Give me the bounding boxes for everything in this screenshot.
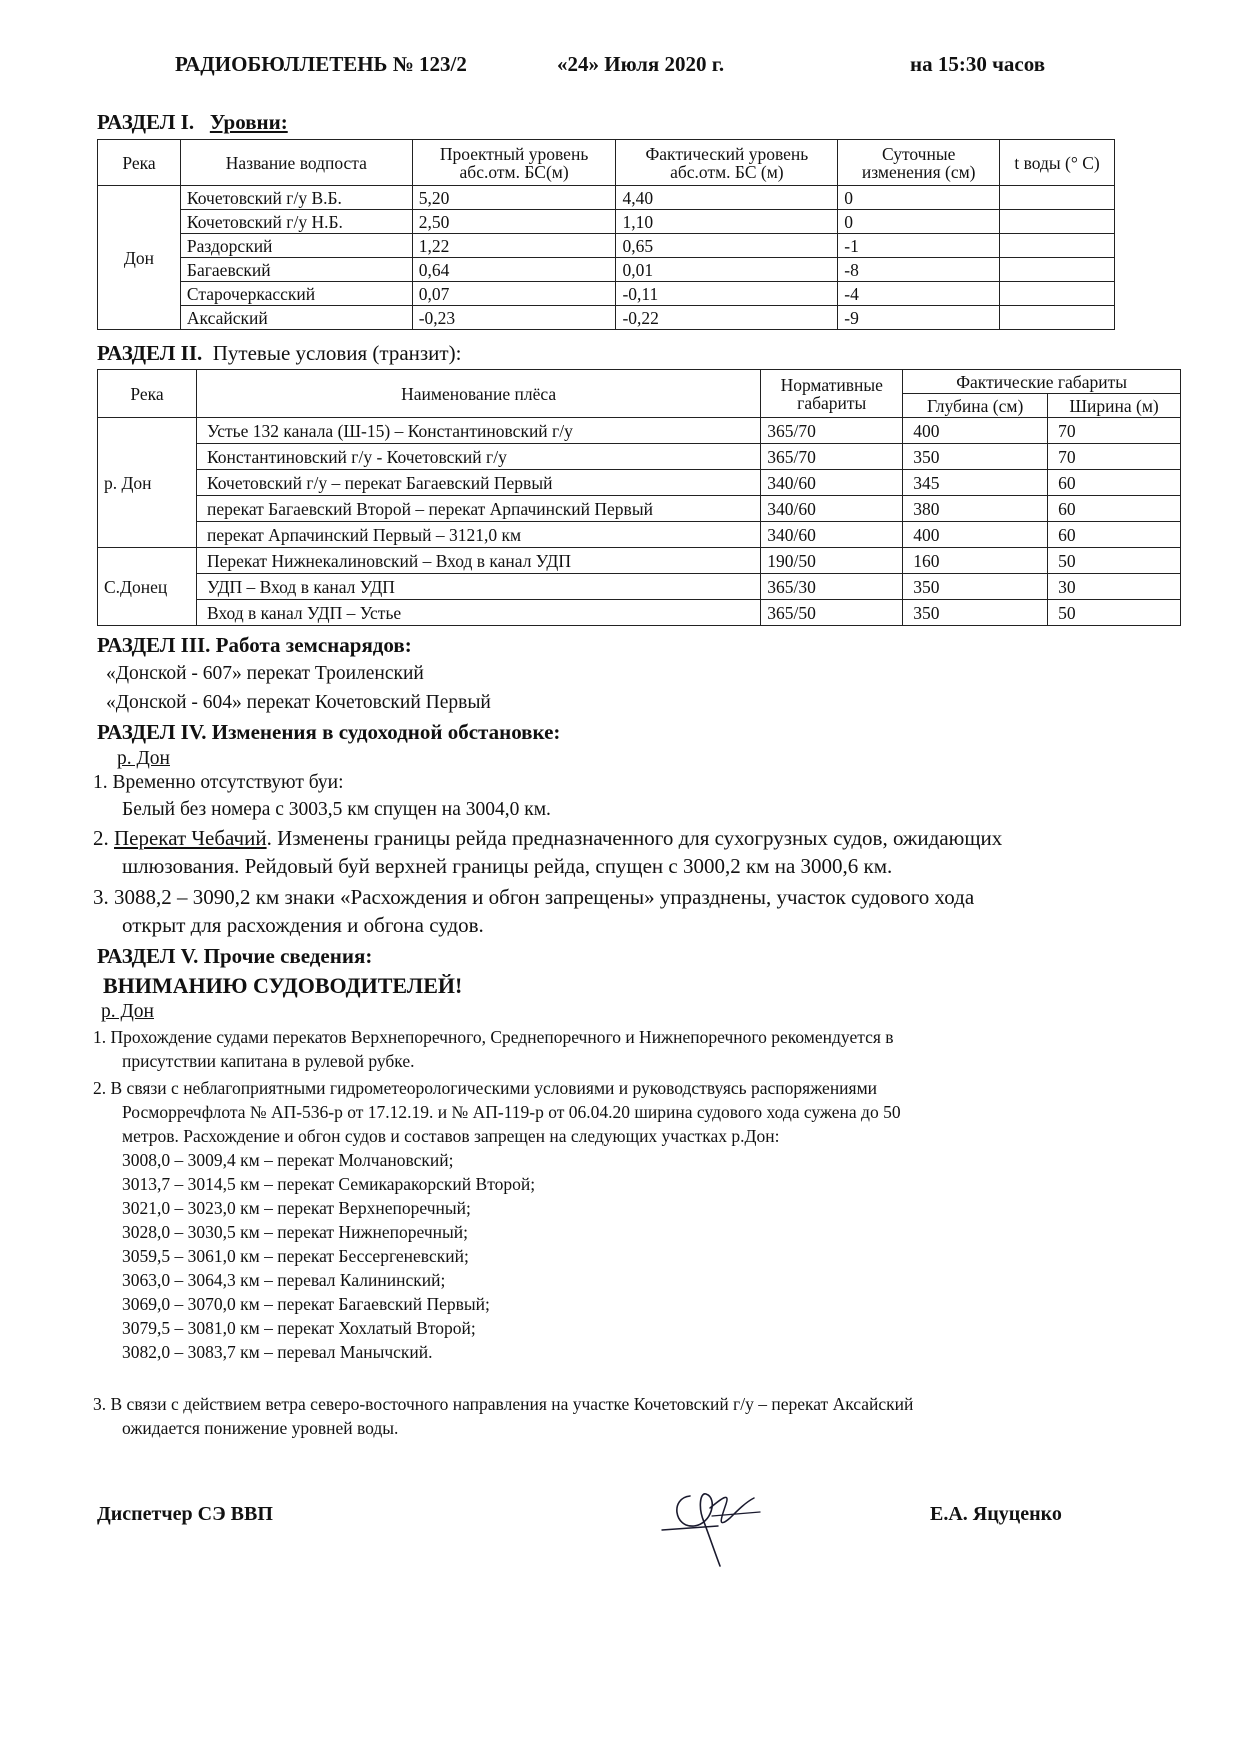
- section4-item2-b: шлюзования. Рейдовый буй верхней границы рейда, спущен с 3000,2 км на 3000,6 км.: [122, 854, 893, 878]
- route-table: [97, 369, 1181, 626]
- route-col-fact: Фактические габариты: [903, 370, 1181, 394]
- section5-p2-b: Росморречфлота № АП-536-р от 17.12.19. и № АП-119-р от 06.04.20 ширина судового хода сужена до 50: [122, 1102, 901, 1122]
- fact-depth: 380: [903, 496, 1048, 522]
- post-name: Кочетовский г/у В.Б.: [180, 186, 412, 210]
- section4-item3-b: открыт для расхождения и обгона судов.: [122, 913, 484, 937]
- water-temp: [1000, 210, 1115, 234]
- fact-level: -0,11: [616, 282, 838, 306]
- route-col-width: Ширина (м): [1048, 394, 1181, 418]
- section5-river: р. Дон: [101, 1001, 154, 1022]
- section2-title-text: Путевые условия (транзит):: [212, 341, 462, 365]
- fact-width: 50: [1048, 548, 1181, 574]
- fact-level: 0,01: [616, 258, 838, 282]
- fact-width: 30: [1048, 574, 1181, 600]
- reach-name: перекат Багаевский Второй – перекат Арпачинский Первый: [196, 496, 760, 522]
- section4-item2-link: Перекат Чебачий: [114, 826, 267, 850]
- section5-attention: ВНИМАНИЮ СУДОВОДИТЕЛЕЙ!: [103, 973, 463, 998]
- table-row: [98, 600, 1181, 626]
- restricted-section: 3079,5 – 3081,0 км – перекат Хохлатый Второй;: [122, 1318, 476, 1338]
- levels-col-project: Проектный уровень абс.отм. БС(м): [412, 140, 616, 186]
- post-name: Аксайский: [180, 306, 412, 330]
- restricted-section: 3008,0 – 3009,4 км – перекат Молчановский;: [122, 1150, 454, 1170]
- restricted-section: 3021,0 – 3023,0 км – перекат Верхнепоречный;: [122, 1198, 471, 1218]
- fact-width: 70: [1048, 444, 1181, 470]
- section5-p1-b: присутствии капитана в рулевой рубке.: [122, 1051, 415, 1071]
- section5-p3-a: 3. В связи с действием ветра северо-восточного направления на участке Кочетовский г/у – перекат Аксайский: [93, 1394, 914, 1414]
- norm-dims: 365/70: [761, 444, 903, 470]
- levels-table: [97, 139, 1115, 330]
- section2-title: [97, 341, 461, 366]
- fact-level: 4,40: [616, 186, 838, 210]
- reach-name: перекат Арпачинский Первый – 3121,0 км: [196, 522, 760, 548]
- section4-item3-a: 3. 3088,2 – 3090,2 км знаки «Расхождения и обгон запрещены» упразднены, участок судового хода: [93, 885, 975, 909]
- section1-title-number: РАЗДЕЛ I.: [97, 110, 195, 134]
- daily-change: 0: [838, 186, 1000, 210]
- route-col-norm: Нормативные габариты: [761, 370, 903, 418]
- restricted-section: 3028,0 – 3030,5 км – перекат Нижнепоречный;: [122, 1222, 469, 1242]
- daily-change: -1: [838, 234, 1000, 258]
- norm-dims: 365/70: [761, 418, 903, 444]
- levels-col-temp: t воды (° С): [1000, 140, 1115, 186]
- fact-depth: 350: [903, 444, 1048, 470]
- route-col-river: Река: [98, 370, 197, 418]
- water-temp: [1000, 234, 1115, 258]
- fact-width: 50: [1048, 600, 1181, 626]
- section5-p1-a: 1. Прохождение судами перекатов Верхнепоречного, Среднепоречного и Нижнепоречного рекомендуется в: [93, 1027, 894, 1047]
- table-row: [98, 306, 1115, 330]
- reach-name: Константиновский г/у - Кочетовский г/у: [196, 444, 760, 470]
- fact-depth: 400: [903, 522, 1048, 548]
- water-temp: [1000, 282, 1115, 306]
- daily-change: -8: [838, 258, 1000, 282]
- section5-p2-c: метров. Расхождение и обгон судов и составов запрещен на следующих участках р.Дон:: [122, 1126, 780, 1146]
- table-row: [98, 282, 1115, 306]
- water-temp: [1000, 186, 1115, 210]
- project-level: 2,50: [412, 210, 616, 234]
- fact-width: 60: [1048, 522, 1181, 548]
- section2-title-number: РАЗДЕЛ II.: [97, 341, 203, 365]
- restricted-section: 3063,0 – 3064,3 км – перевал Калининский;: [122, 1270, 446, 1290]
- fact-depth: 345: [903, 470, 1048, 496]
- fact-depth: 160: [903, 548, 1048, 574]
- levels-col-river: Река: [98, 140, 181, 186]
- section1-title: [97, 110, 288, 135]
- levels-col-post: Название водпоста: [180, 140, 412, 186]
- norm-dims: 190/50: [761, 548, 903, 574]
- reach-name: УДП – Вход в канал УДП: [196, 574, 760, 600]
- section4-item2-a: 2. Перекат Чебачий. Изменены границы рейда предназначенного для сухогрузных судов, ожидающих: [93, 826, 1003, 850]
- table-row: [98, 496, 1181, 522]
- table-row: [98, 444, 1181, 470]
- section4-item1-a: 1. Временно отсутствуют буи:: [93, 772, 344, 793]
- route-col-name: Наименование плёса: [196, 370, 760, 418]
- restricted-section: 3069,0 – 3070,0 км – перекат Багаевский Первый;: [122, 1294, 490, 1314]
- section1-title-text: Уровни:: [209, 110, 288, 134]
- norm-dims: 340/60: [761, 470, 903, 496]
- fact-depth: 350: [903, 574, 1048, 600]
- table-row: [98, 470, 1181, 496]
- levels-col-fact: Фактический уровень абс.отм. БС (м): [616, 140, 838, 186]
- fact-level: 0,65: [616, 234, 838, 258]
- fact-width: 60: [1048, 496, 1181, 522]
- fact-depth: 350: [903, 600, 1048, 626]
- section3-title: РАЗДЕЛ III. Работа земснарядов:: [97, 633, 412, 657]
- signature-image: [660, 1468, 780, 1578]
- route-header-row: [98, 370, 1181, 394]
- bulletin-title: РАДИОБЮЛЛЕТЕНЬ № 123/2: [175, 52, 467, 76]
- dispatcher-position: Диспетчер СЭ ВВП: [97, 1503, 273, 1525]
- norm-dims: 365/30: [761, 574, 903, 600]
- post-name: Старочеркасский: [180, 282, 412, 306]
- section5-p3-b: ожидается понижение уровней воды.: [122, 1418, 399, 1438]
- daily-change: 0: [838, 210, 1000, 234]
- project-level: -0,23: [412, 306, 616, 330]
- daily-change: -9: [838, 306, 1000, 330]
- table-row: [98, 234, 1115, 258]
- restricted-section: 3013,7 – 3014,5 км – перекат Семикаракорский Второй;: [122, 1174, 536, 1194]
- table-row: [98, 574, 1181, 600]
- table-row: [98, 258, 1115, 282]
- section5-p2-a: 2. В связи с неблагоприятными гидрометеорологическими условиями и руководствуясь распоряжениями: [93, 1078, 878, 1098]
- post-name: Кочетовский г/у Н.Б.: [180, 210, 412, 234]
- dredger-line: «Донской - 607» перекат Троиленский: [106, 663, 424, 684]
- section4-item1-b: Белый без номера с 3003,5 км спущен на 3004,0 км.: [122, 799, 551, 820]
- fact-level: -0,22: [616, 306, 838, 330]
- project-level: 5,20: [412, 186, 616, 210]
- post-name: Раздорский: [180, 234, 412, 258]
- reach-name: Перекат Нижнекалиновский – Вход в канал УДП: [196, 548, 760, 574]
- daily-change: -4: [838, 282, 1000, 306]
- fact-width: 70: [1048, 418, 1181, 444]
- section4-title: РАЗДЕЛ IV. Изменения в судоходной обстановке:: [97, 720, 561, 744]
- norm-dims: 340/60: [761, 522, 903, 548]
- levels-col-change: Суточные изменения (см): [838, 140, 1000, 186]
- table-row: [98, 186, 1115, 210]
- fact-depth: 400: [903, 418, 1048, 444]
- table-row: [98, 210, 1115, 234]
- restricted-section: 3082,0 – 3083,7 км – перевал Манычский.: [122, 1342, 433, 1362]
- levels-river-cell: Дон: [98, 186, 181, 330]
- post-name: Багаевский: [180, 258, 412, 282]
- dredger-line: «Донской - 604» перекат Кочетовский Первый: [106, 692, 491, 713]
- table-row: [98, 522, 1181, 548]
- norm-dims: 340/60: [761, 496, 903, 522]
- reach-name: Кочетовский г/у – перекат Багаевский Первый: [196, 470, 760, 496]
- water-temp: [1000, 258, 1115, 282]
- section4-river: р. Дон: [117, 748, 170, 769]
- route-river-cell: р. Дон: [98, 418, 197, 548]
- project-level: 0,64: [412, 258, 616, 282]
- section5-title: РАЗДЕЛ V. Прочие сведения:: [97, 944, 373, 968]
- project-level: 0,07: [412, 282, 616, 306]
- fact-level: 1,10: [616, 210, 838, 234]
- bulletin-time: на 15:30 часов: [910, 52, 1046, 76]
- table-row: [98, 418, 1181, 444]
- fact-width: 60: [1048, 470, 1181, 496]
- reach-name: Вход в канал УДП – Устье: [196, 600, 760, 626]
- route-river-cell: С.Донец: [98, 548, 197, 626]
- reach-name: Устье 132 канала (Ш-15) – Константиновский г/у: [196, 418, 760, 444]
- norm-dims: 365/50: [761, 600, 903, 626]
- project-level: 1,22: [412, 234, 616, 258]
- table-row: [98, 548, 1181, 574]
- restricted-section: 3059,5 – 3061,0 км – перекат Бессергеневский;: [122, 1246, 469, 1266]
- water-temp: [1000, 306, 1115, 330]
- dispatcher-name: Е.А. Яцуценко: [930, 1503, 1062, 1525]
- route-col-depth: Глубина (см): [903, 394, 1048, 418]
- bulletin-date: «24» Июля 2020 г.: [557, 52, 725, 76]
- levels-header-row: [98, 140, 1115, 186]
